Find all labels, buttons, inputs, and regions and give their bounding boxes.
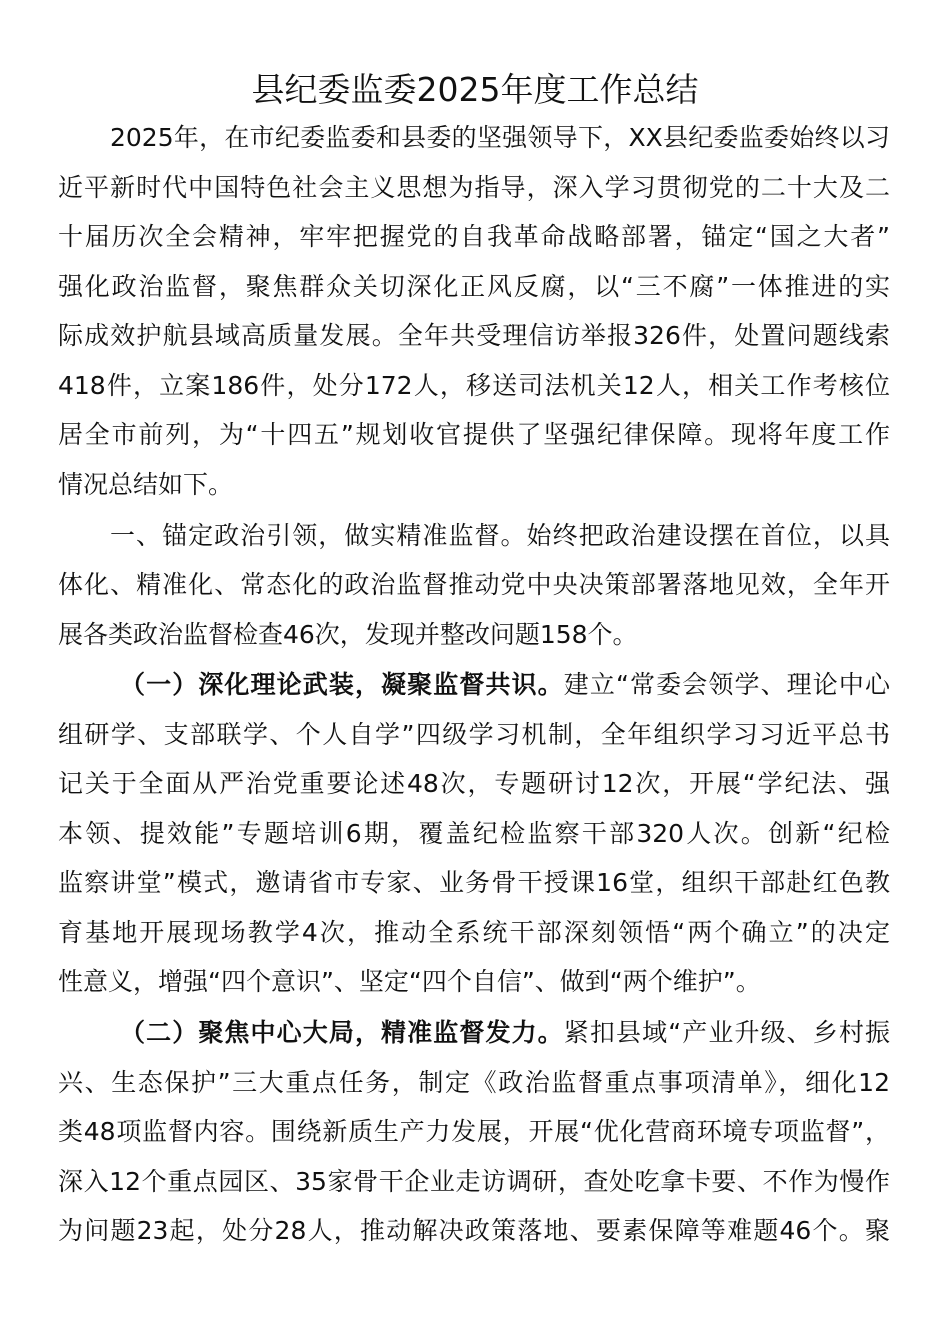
text-line: 监察讲堂”模式，邀请省市专家、业务骨干授课16堂，组织干部赴红色教 bbox=[58, 868, 890, 897]
text-line: 为问题23起，处分28人，推动解决政策落地、要素保障等难题46个。聚 bbox=[58, 1216, 890, 1245]
subsection-heading: （一）深化理论武装，凝聚监督共识。 bbox=[120, 670, 564, 699]
text-line: 兴、生态保护”三大重点任务，制定《政治监督重点事项清单》，细化12 bbox=[58, 1068, 890, 1097]
text-line: 体化、精准化、常态化的政治监督推动党中央决策部署落地见效，全年开 bbox=[58, 570, 890, 599]
text-run: 建立“常委会领学、理论中心 bbox=[563, 670, 890, 699]
text-line: 际成效护航县域高质量发展。全年共受理信访举报326件，处置问题线索 bbox=[58, 321, 890, 350]
text-line: 十届历次全会精神，牢牢把握党的自我革命战略部署，锚定“国之大者” bbox=[58, 222, 890, 251]
text-line: 强化政治监督，聚焦群众关切深化正风反腐，以“三不腐”一体推进的实 bbox=[58, 272, 890, 301]
text-line: 本领、提效能”专题培训6期，覆盖纪检监察干部320人次。创新“纪检 bbox=[58, 819, 890, 848]
subsection-first-line bbox=[120, 1016, 890, 1050]
text-line: 近平新时代中国特色社会主义思想为指导，深入学习贯彻党的二十大及二 bbox=[58, 173, 890, 202]
section-heading-line: 一、锚定政治引领，做实精准监督。始终把政治建设摆在首位，以具 bbox=[110, 521, 890, 550]
subsection-first-line bbox=[120, 668, 890, 702]
text-line: 418件，立案186件，处分172人，移送司法机关12人，相关工作考核位 bbox=[58, 371, 890, 400]
subsection-heading: （二）聚焦中心大局，精准监督发力。 bbox=[120, 1018, 564, 1047]
text-line: 展各类政治监督检查46次，发现并整改问题158个。 bbox=[58, 620, 638, 649]
text-line: 育基地开展现场教学4次，推动全系统干部深刻领悟“两个确立”的决定 bbox=[58, 918, 890, 947]
text-line: 类48项监督内容。围绕新质生产力发展，开展“优化营商环境专项监督”， bbox=[58, 1117, 890, 1146]
text-line: 组研学、支部联学、个人自学”四级学习机制，全年组织学习习近平总书 bbox=[58, 720, 890, 749]
text-line: 性意义，增强“四个意识”、坚定“四个自信”、做到“两个维护”。 bbox=[58, 967, 761, 996]
text-line: 记关于全面从严治党重要论述48次，专题研讨12次，开展“学纪法、强 bbox=[58, 769, 890, 798]
text-line: 2025年，在市纪委监委和县委的坚强领导下，XX县纪委监委始终以习 bbox=[110, 123, 890, 152]
text-line: 深入12个重点园区、35家骨干企业走访调研，查处吃拿卡要、不作为慢作 bbox=[58, 1167, 890, 1196]
text-run: 紧扣县域“产业升级、乡村振 bbox=[563, 1018, 890, 1047]
text-line: 情况总结如下。 bbox=[58, 470, 234, 499]
text-line: 居全市前列，为“十四五”规划收官提供了坚强纪律保障。现将年度工作 bbox=[58, 420, 890, 449]
page-title: 县纪委监委2025年度工作总结 bbox=[251, 70, 699, 109]
